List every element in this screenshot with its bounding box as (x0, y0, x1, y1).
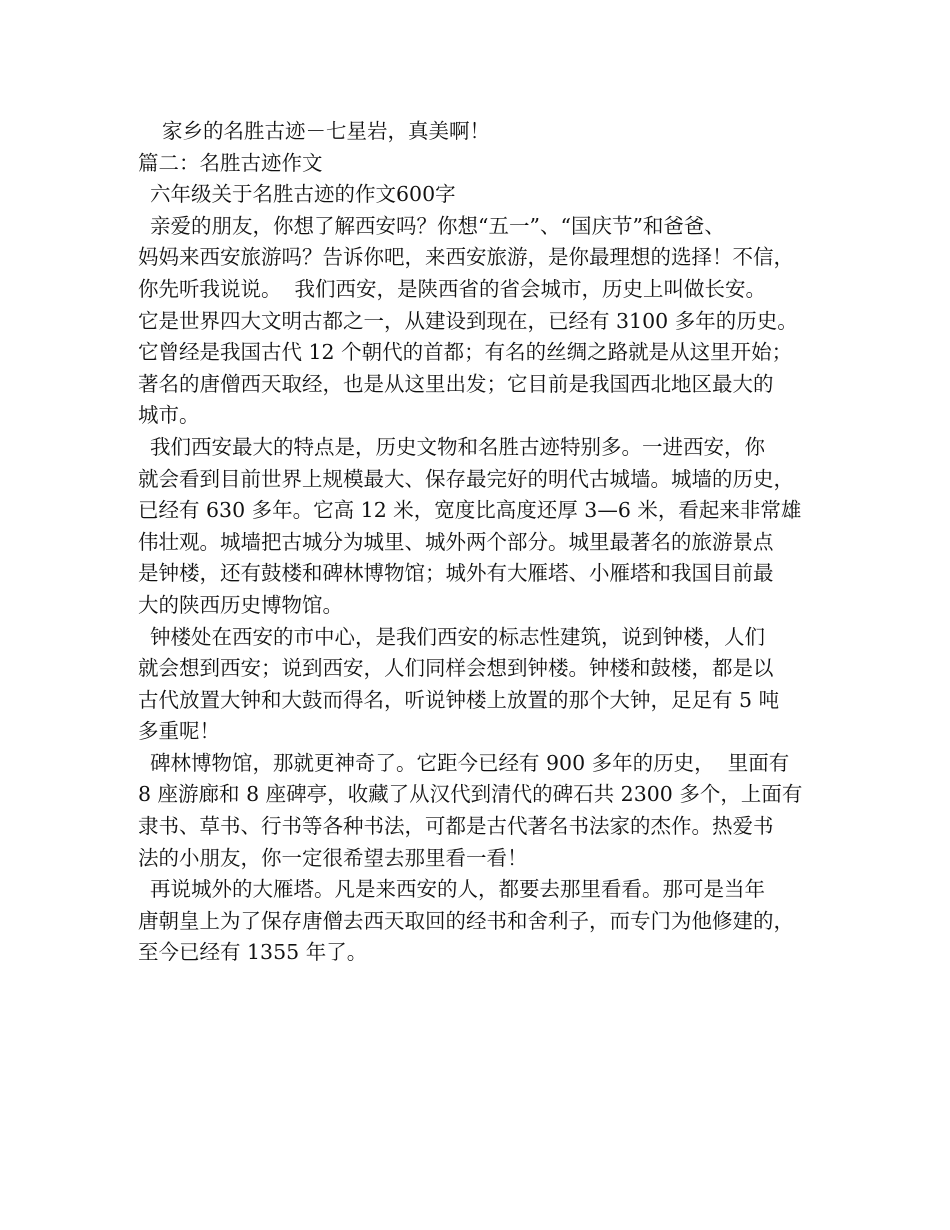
text-line: 至今已经有 1355 年了。 (138, 940, 368, 965)
text-line: 伟壮观。城墙把古城分为城里、城外两个部分。城里最著名的旅游景点 (138, 529, 774, 554)
text-line: 隶书、草书、行书等各种书法，可都是古代著名书法家的杰作。热爱书 (138, 814, 774, 839)
text-line: 大的陕西历史博物馆。 (138, 592, 343, 617)
section-heading: 篇二：名胜古迹作文 (138, 150, 323, 175)
document-body (138, 116, 838, 969)
text-line: 妈妈来西安旅游吗？告诉你吧，来西安旅游，是你最理想的选择！不信， (138, 245, 794, 270)
article-title: 六年级关于名胜古迹的作文600字 (150, 182, 456, 207)
text-line: 唐朝皇上为了保存唐僧去西天取回的经书和舍利子，而专门为他修建的， (138, 908, 794, 933)
text-line: 我们西安最大的特点是，历史文物和名胜古迹特别多。一进西安，你 (150, 434, 765, 459)
text-line: 8 座游廊和 8 座碑亭，收藏了从汉代到清代的碑石共 2300 多个，上面有 (138, 782, 803, 807)
text-line: 钟楼处在西安的市中心，是我们西安的标志性建筑，说到钟楼，人们 (150, 624, 765, 649)
text-line: 亲爱的朋友，你想了解西安吗？你想“五一”、“国庆节”和爸爸、 (150, 213, 725, 238)
text-line: 著名的唐僧西天取经，也是从这里出发；它目前是我国西北地区最大的 (138, 371, 774, 396)
text-line: 你先听我说说。 我们西安，是陕西省的省会城市，历史上叫做长安。 (138, 276, 767, 301)
text-line: 就会看到目前世界上规模最大、保存最完好的明代古城墙。城墙的历史， (138, 466, 794, 491)
text-line: 多重呢！ (138, 719, 220, 744)
text-line: 古代放置大钟和大鼓而得名，听说钟楼上放置的那个大钟，足足有 5 吨 (138, 687, 780, 712)
text-line: 碑林博物馆，那就更神奇了。它距今已经有 900 多年的历史， 里面有 (150, 750, 790, 775)
text-line: 它曾经是我国古代 12 个朝代的首都；有名的丝绸之路就是从这里开始； (138, 340, 793, 365)
text-line: 已经有 630 多年。它高 12 米，宽度比高度还厚 3—6 米，看起来非常雄 (138, 498, 802, 523)
text-line: 城市。 (138, 403, 200, 428)
text-line: 就会想到西安；说到西安，人们同样会想到钟楼。钟楼和鼓楼，都是以 (138, 656, 774, 681)
text-line: 是钟楼，还有鼓楼和碑林博物馆；城外有大雁塔、小雁塔和我国目前最 (138, 561, 774, 586)
text-line: 家乡的名胜古迹－七星岩，真美啊！ (162, 119, 490, 143)
text-line: 法的小朋友，你一定很希望去那里看一看！ (138, 845, 528, 870)
text-line: 再说城外的大雁塔。凡是来西安的人，都要去那里看看。那可是当年 (150, 877, 765, 902)
text-line: 它是世界四大文明古都之一，从建设到现在，已经有 3100 多年的历史。 (138, 308, 798, 333)
